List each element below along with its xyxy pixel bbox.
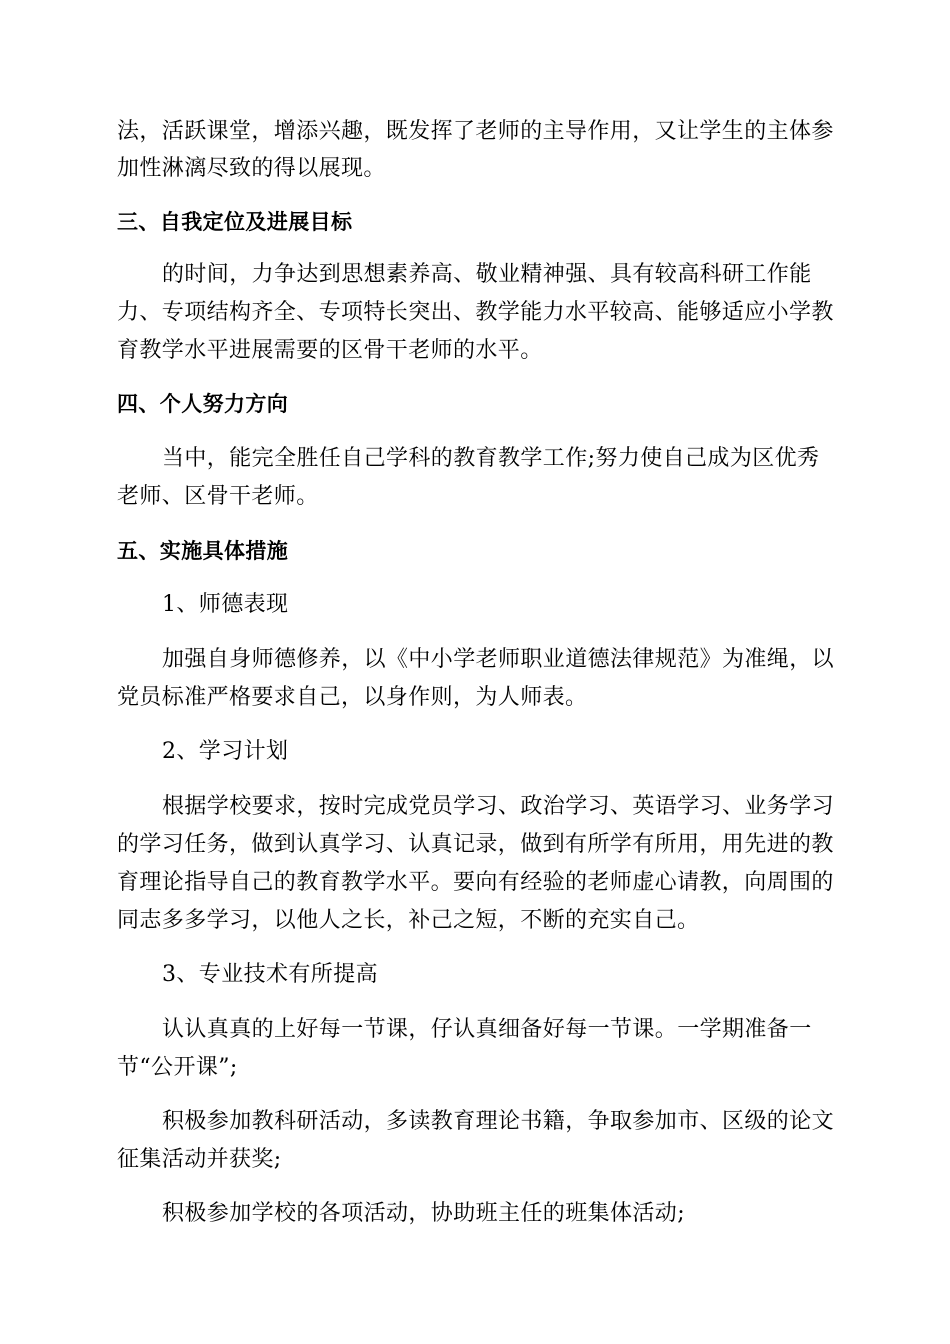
subheading-skills: 3、专业技术有所提高 (162, 962, 378, 987)
section-heading-goals: 三、自我定位及进展目标 (117, 210, 353, 234)
subheading-study-plan: 2、学习计划 (162, 739, 289, 764)
paragraph-line: 加性淋漓尽致的得以展现。 (117, 156, 386, 181)
paragraph-line: 认认真真的上好每一节课，仔认真细备好每一节课。一学期准备一 (162, 1017, 812, 1042)
paragraph-line: 节“公开课”; (117, 1055, 238, 1080)
paragraph-line: 育理论指导自己的教育教学水平。要向有经验的老师虚心请教，向周围的 (117, 870, 834, 895)
paragraph-line: 当中，能完全胜任自己学科的教育教学工作;努力使自己成为区优秀 (162, 446, 820, 471)
section-heading-measures: 五、实施具体措施 (117, 539, 289, 563)
paragraph-line: 积极参加学校的各项活动，协助班主任的班集体活动; (162, 1201, 686, 1226)
paragraph-line: 党员标准严格要求自己，以身作则，为人师表。 (117, 685, 588, 710)
paragraph-line: 加强自身师德修养，以《中小学老师职业道德法律规范》为准绳，以 (162, 647, 835, 672)
paragraph-line: 老师、区骨干老师。 (117, 484, 319, 509)
paragraph-line: 征集活动并获奖; (117, 1147, 282, 1172)
section-heading-direction: 四、个人努力方向 (117, 392, 289, 416)
paragraph-line: 的时间，力争达到思想素养高、敬业精神强、具有较高科研工作能 (162, 262, 812, 287)
paragraph-line: 力、专项结构齐全、专项特长突出、教学能力水平较高、能够适应小学教 (117, 300, 834, 325)
paragraph-line: 根据学校要求，按时完成党员学习、政治学习、英语学习、业务学习 (162, 794, 835, 819)
paragraph-line: 的学习任务，做到认真学习、认真记录，做到有所学有所用，用先进的教 (117, 832, 834, 857)
subheading-ethics: 1、师德表现 (162, 592, 289, 617)
paragraph-line: 积极参加教科研活动，多读教育理论书籍，争取参加市、区级的论文 (162, 1109, 835, 1134)
paragraph-line: 育教学水平进展需要的区骨干老师的水平。 (117, 338, 543, 363)
paragraph-line: 法，活跃课堂，增添兴趣，既发挥了老师的主导作用，又让学生的主体参 (117, 119, 834, 144)
paragraph-line: 同志多多学习，以他人之长，补己之短，不断的充实自己。 (117, 908, 700, 933)
